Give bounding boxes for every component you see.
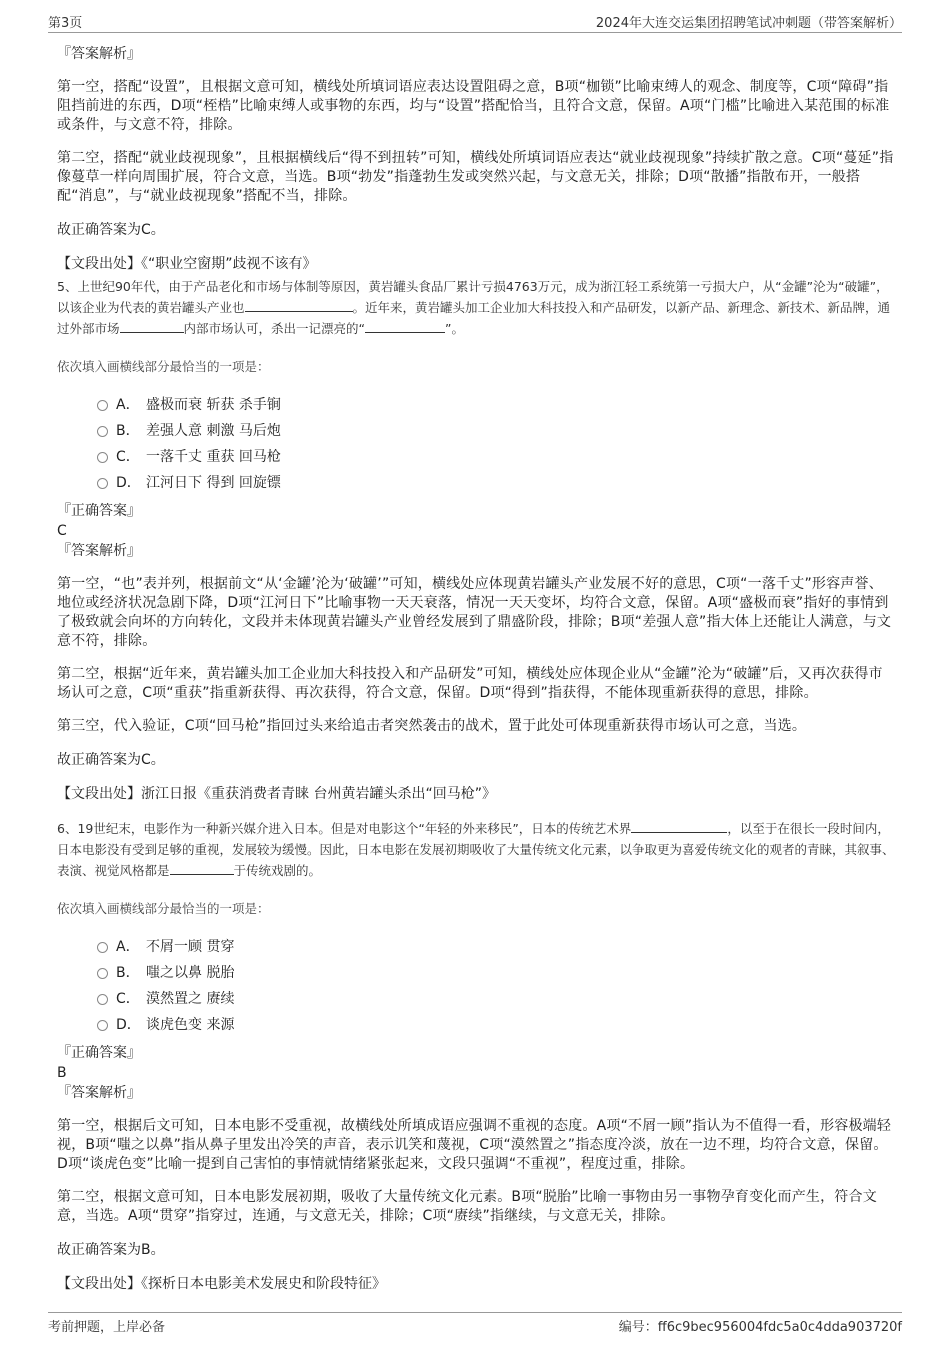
question-prompt: 依次填入画横线部分最恰当的一项是： [57, 359, 270, 374]
fill-blank [170, 860, 234, 875]
option-d[interactable]: D． 江河日下 得到 回旋镖 [97, 469, 895, 495]
radio-icon[interactable] [97, 942, 108, 953]
analysis-paragraph: 第二空，根据“近年来，黄岩罐头加工企业加大科技投入和产品研发”可知，横线处应体现企业从“金罐”沦为“破罐”后，又再次获得市场认可之意，C项“重获”指重新获得、再次获得，符合文意，保留。D项“得到”指获得，不能体现重新获得的意思，排除。 [57, 666, 883, 701]
conclusion: 故正确答案为C。 [57, 222, 165, 238]
question-5-options [97, 391, 895, 495]
radio-icon[interactable] [97, 968, 108, 979]
source-citation: 【文段出处】《“职业空窗期”歧视不该有》 [57, 256, 317, 272]
fill-blank [120, 318, 184, 333]
conclusion: 故正确答案为B。 [57, 1242, 165, 1258]
radio-icon[interactable] [97, 994, 108, 1005]
analysis-paragraph: 第二空，根据文意可知，日本电影发展初期，吸收了大量传统文化元素。B项“脱胎”比喻一事物由另一事物孕育变化而产生，符合文意，当选。A项“贯穿”指穿过，连通，与文意无关，排除；C项“赓续”指继续，与文意无关，排除。 [57, 1189, 877, 1224]
option-b[interactable]: B． 差强人意 刺激 马后炮 [97, 417, 895, 443]
option-d[interactable]: D． 谈虎色变 来源 [97, 1011, 895, 1037]
analysis-heading: 『答案解析』 [57, 1085, 141, 1101]
correct-answer-heading: 『正确答案』 [57, 1045, 141, 1061]
page-number: 第3页 [48, 16, 83, 31]
option-a[interactable]: A． 盛极而衰 斩获 杀手锏 [97, 391, 895, 417]
fill-blank [245, 297, 353, 312]
fill-blank [365, 318, 445, 333]
page-footer [48, 1312, 902, 1343]
radio-icon[interactable] [97, 1020, 108, 1031]
option-c[interactable]: C． 一落千丈 重获 回马枪 [97, 443, 895, 469]
correct-answer: B [57, 1065, 67, 1081]
analysis-paragraph: 第三空，代入验证，C项“回马枪”指回过头来给追击者突然袭击的战术，置于此处可体现重新获得市场认可之意，当选。 [57, 718, 807, 734]
question-6-stem: 6、19世纪末，电影作为一种新兴媒介进入日本。但是对电影这个“年轻的外来移民”，日本的传统艺术界 ，以至于在很长一段时间内，日本电影没有受到足够的重视，发展较为缓慢。因此，日本电影在发展初期吸收了大量传统文化元素，以争取更为喜爱传统文化的观者的青睐，其叙事、表演、视觉风格都是 于传统戏剧的。 [57, 818, 895, 881]
question-5-stem: 5、上世纪90年代，由于产品老化和市场与体制等原因，黄岩罐头食品厂累计亏损4763万元，成为浙江轻工系统第一亏损大户，从“金罐”沦为“破罐”，以该企业为代表的黄岩罐头产业也 。近年来，黄岩罐头加工企业加大科技投入和产品研发，以新产品、新理念、新技术、新品牌，通过外部市场 内部市场认可，杀出一记漂亮的“ ”。 [57, 279, 891, 336]
analysis-heading: 『答案解析』 [57, 46, 141, 62]
radio-icon[interactable] [97, 400, 108, 411]
analysis-paragraph: 第一空，搭配“设置”，且根据文意可知，横线处所填词语应表达设置阻碍之意，B项“枷锁”比喻束缚人的观念、制度等，C项“障碍”指阻挡前进的东西，D项“桎梏”比喻束缚人或事物的东西，均与“设置”搭配恰当，且符合文意，保留。A项“门槛”比喻进入某范围的标准或条件，与文意不符，排除。 [57, 79, 890, 133]
correct-answer-heading: 『正确答案』 [57, 503, 141, 519]
correct-answer: C [57, 523, 67, 539]
footer-slogan: 考前押题，上岸必备 [48, 1320, 166, 1335]
source-citation: 【文段出处】《探析日本电影美术发展史和阶段特征》 [57, 1276, 386, 1292]
option-c[interactable]: C． 漠然置之 赓续 [97, 985, 895, 1011]
question-prompt: 依次填入画横线部分最恰当的一项是： [57, 901, 270, 916]
analysis-paragraph: 第一空，根据后文可知，日本电影不受重视，故横线处所填成语应强调不重视的态度。A项“不屑一顾”指认为不值得一看，形容极端轻视，B项“嗤之以鼻”指从鼻子里发出冷笑的声音，表示讥笑和蔑视，C项“漠然置之”指态度冷淡，放在一边不理，均符合文意，保留。D项“谈虎色变”比喻一提到自己害怕的事情就情绪紧张起来，文段只强调“不重视”，程度过重，排除。 [57, 1118, 892, 1172]
fill-blank [631, 818, 727, 833]
radio-icon[interactable] [97, 478, 108, 489]
document-title: 2024年大连交运集团招聘笔试冲刺题（带答案解析） [595, 16, 902, 31]
analysis-heading: 『答案解析』 [57, 543, 141, 559]
option-b[interactable]: B． 嗤之以鼻 脱胎 [97, 959, 895, 985]
radio-icon[interactable] [97, 452, 108, 463]
source-citation: 【文段出处】浙江日报《重获消费者青睐 台州黄岩罐头杀出“回马枪”》 [57, 786, 496, 802]
radio-icon[interactable] [97, 426, 108, 437]
option-a[interactable]: A． 不屑一顾 贯穿 [97, 933, 895, 959]
document-id: 编号：ff6c9bec956004fdc5a0c4dda903720f [618, 1320, 902, 1335]
analysis-paragraph: 第一空，“也”表并列，根据前文“从‘金罐’沦为‘破罐’”可知，横线处应体现黄岩罐头产业发展不好的意思，C项“一落千丈”形容声誉、地位或经济状况急剧下降，D项“江河日下”比喻事物一天天衰落，情况一天天变坏，均符合文意，保留。A项“盛极而衰”指好的事情到了极致就会向坏的方向转化，文段并未体现黄岩罐头产业曾经发展到了鼎盛阶段，排除；B项“差强人意”指大体上还能让人满意，与文意不符，排除。 [57, 576, 892, 649]
conclusion: 故正确答案为C。 [57, 752, 165, 768]
page-header [48, 8, 902, 33]
document-body [57, 38, 895, 1296]
question-6-options [97, 933, 895, 1037]
analysis-paragraph: 第二空，搭配“就业歧视现象”，且根据横线后“得不到扭转”可知，横线处所填词语应表达“就业歧视现象”持续扩散之意。C项“蔓延”指像蔓草一样向周围扩展，符合文意，当选。B项“勃发”指蓬勃生发或突然兴起，与文意无关，排除；D项“散播”指散布开，一般搭配“消息”，与“就业歧视现象”搭配不当，排除。 [57, 150, 894, 204]
